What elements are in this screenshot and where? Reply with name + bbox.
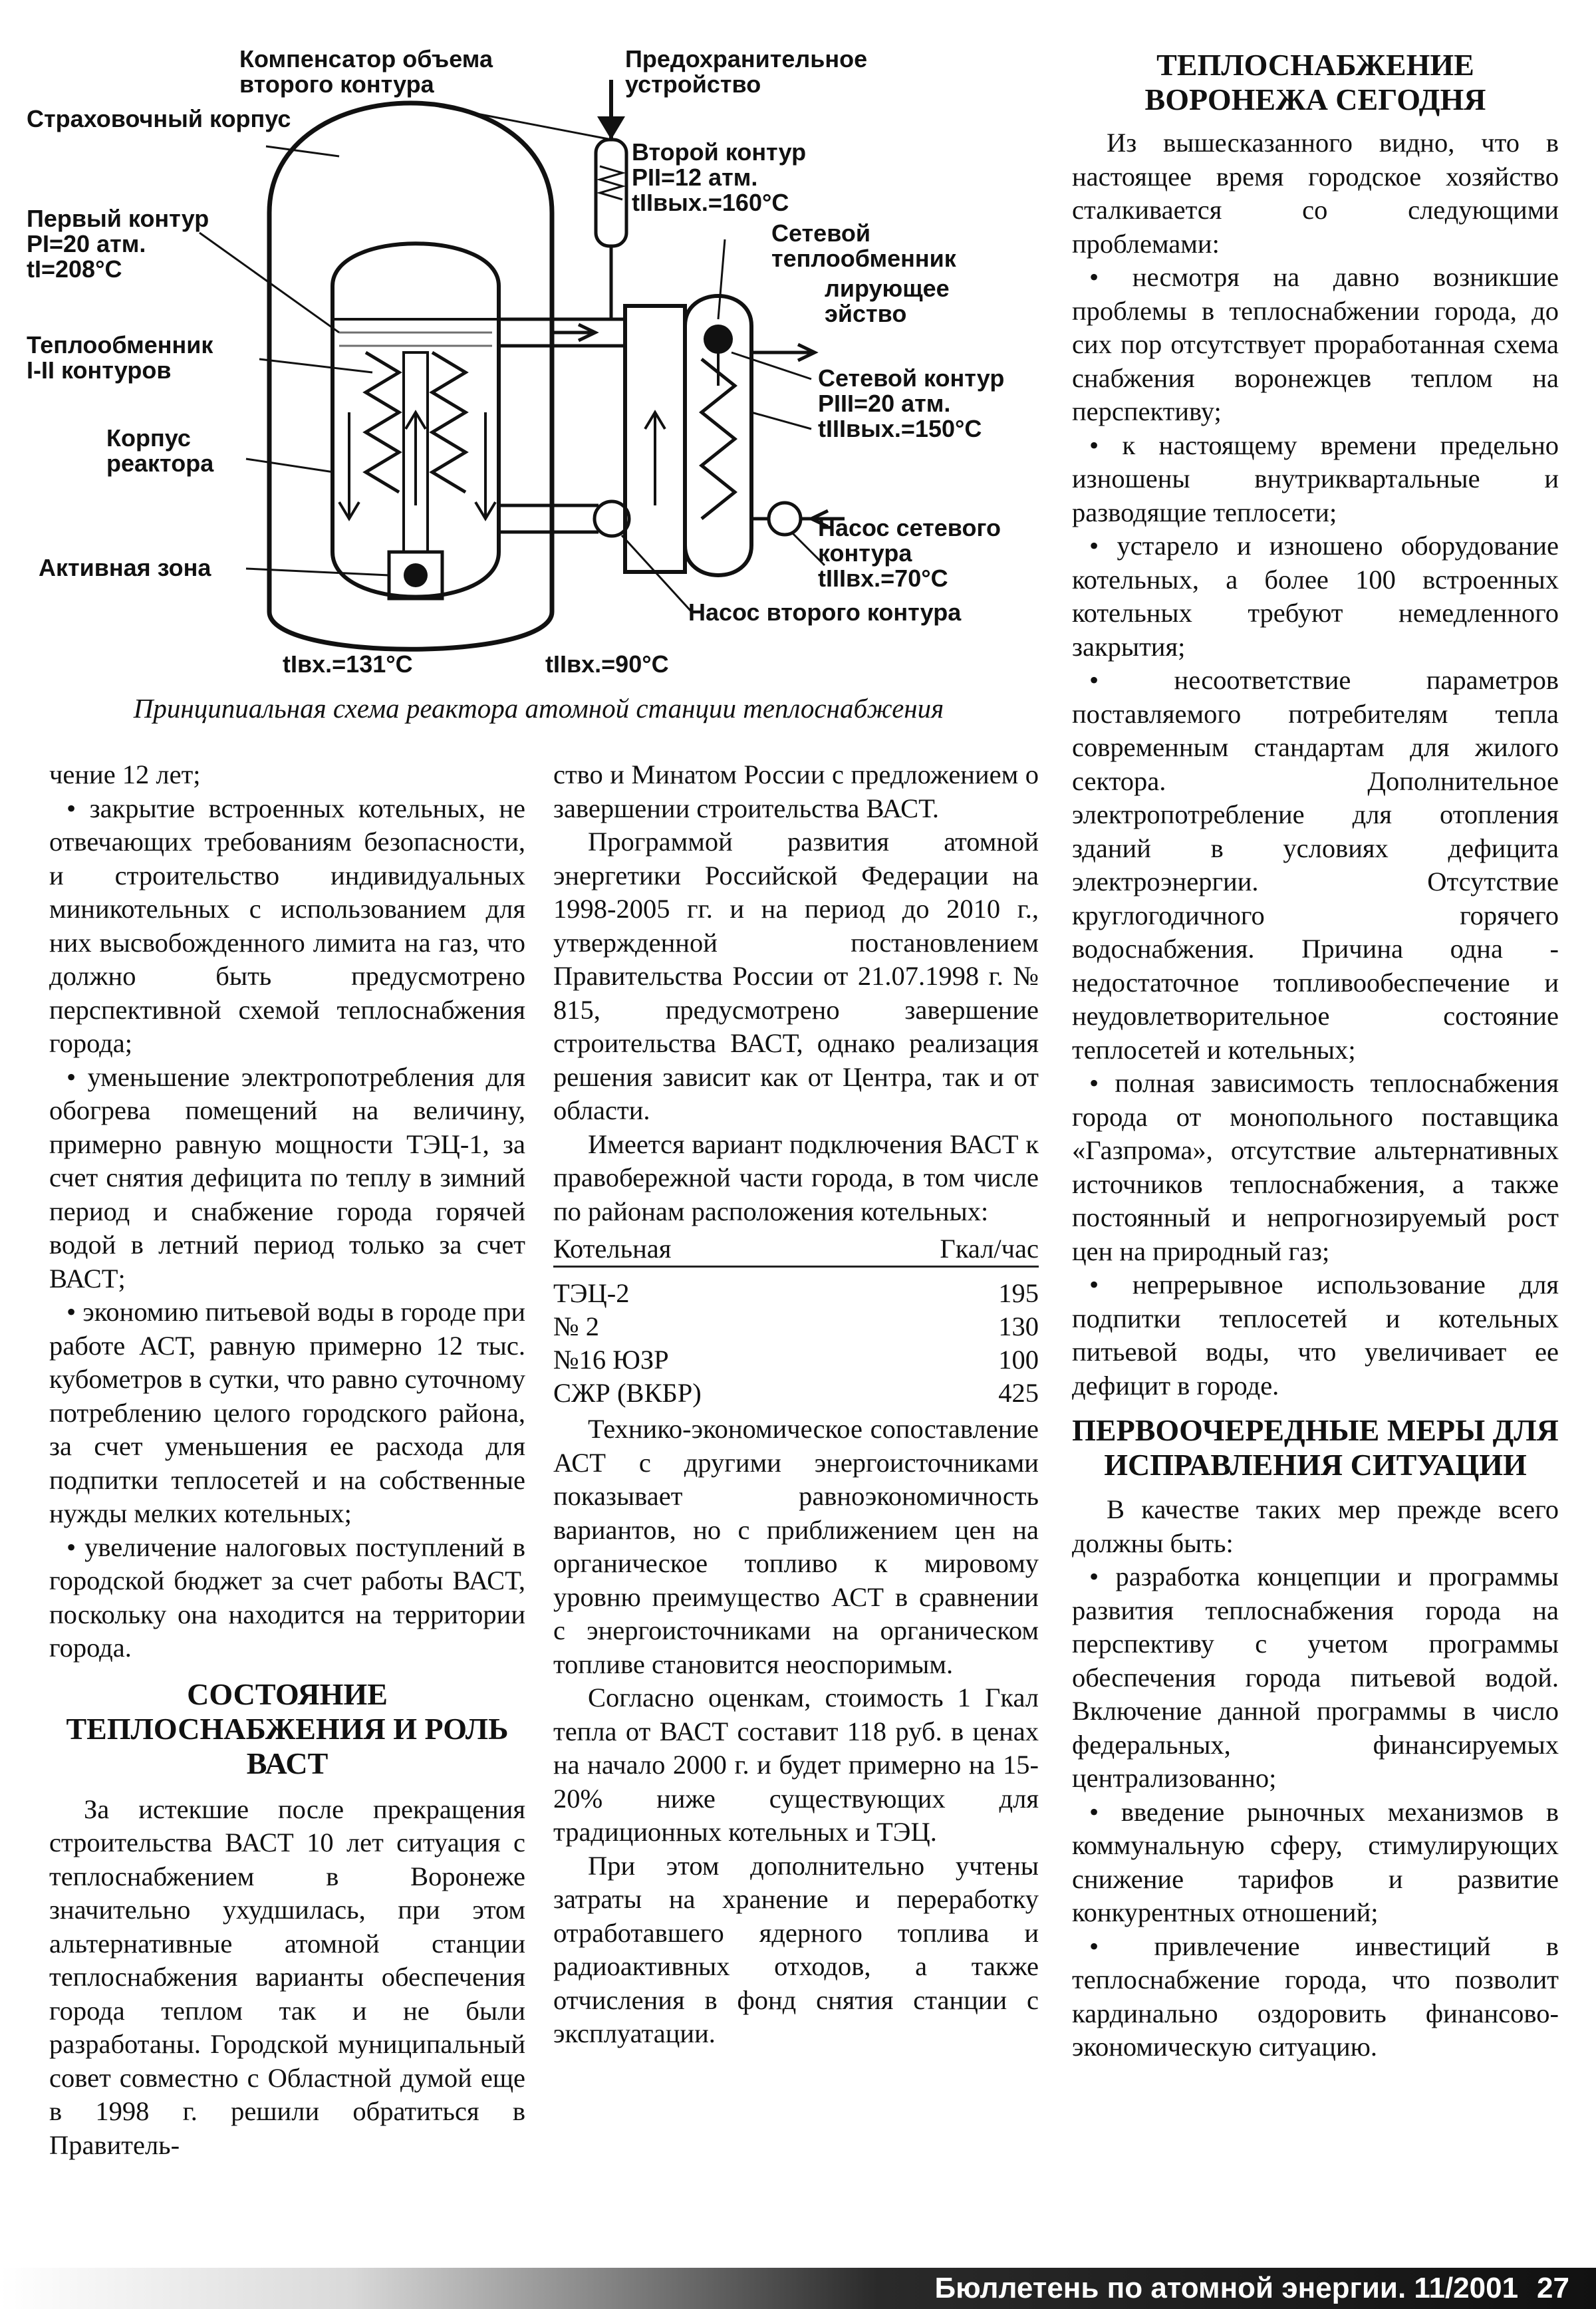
table-cell: ТЭЦ-2: [553, 1278, 630, 1308]
label-network-circuit: Сетевой контур PIII=20 атм. tIIIвых.=150°С: [818, 364, 1005, 442]
label-safety-device: Предохранительное устройство: [625, 45, 868, 98]
paragraph: Программой развития атомной энергетики Российской Федерации на 1998-2005 гг. и на период до 2010 г., утвержденной постановлением Правительства России от 21.07.1998 г. № 815, предусмотрено завершение строительства ВАСТ, однако реализация решения зависит как от Центра, так и от области.: [553, 827, 1039, 1125]
table-cell: 130: [998, 1311, 1039, 1341]
boilers-table: [553, 1232, 1039, 1410]
bullet-item: • разработка концепции и программы развития теплоснабжения города на перспективу с учетом программы обеспечения города питьевой водой. Включение данной программы в число федеральных, финансируемых централизованно;: [1072, 1562, 1559, 1793]
table-row: [553, 1343, 1039, 1377]
label-guard-vessel: Страховочный корпус: [27, 105, 291, 132]
table-row: [553, 1267, 1039, 1311]
table-cell: 195: [998, 1278, 1039, 1308]
label-first-circuit: Первый контур PI=20 атм. tI=208°С: [27, 205, 209, 283]
table-cell: № 2: [553, 1311, 600, 1341]
label-second-circuit: Второй контур PII=12 атм. tIIвых.=160°С: [632, 138, 807, 216]
right-column: [1072, 48, 1559, 2064]
hx-right-coil: [432, 352, 466, 492]
reactor-diagram: [27, 40, 1051, 692]
table-header: Котельная: [553, 1234, 672, 1264]
paragraph: чение 12 лет;: [49, 759, 201, 789]
label-t-in-2: tIIвх.=90°С: [545, 650, 669, 678]
table-header-row: [553, 1232, 1039, 1267]
bullet-item: • полная зависимость теплоснабжения города от монопольного поставщика «Газпрома», отсутствие альтернативных источников теплоснабжения, а также постоянный и непрогнозируемый рост цен на природный газ;: [1072, 1068, 1559, 1266]
table-row: [553, 1377, 1039, 1410]
paragraph: Согласно оценкам, стоимость 1 Гкал тепла от ВАСТ составит 118 руб. в ценах на начало 2000 г. и будет примерно на 15-20% ниже существующих для традиционных котельных и ТЭЦ.: [553, 1683, 1039, 1847]
paragraph: Технико-экономическое сопоставление АСТ с другими энергоисточниками показывает равноэкономичность вариантов, но с приближением цен на органическое топливо к мировому уровню преимущество АСТ в сравнении с энергоисточниками на органическом топливе становится неоспоримым.: [553, 1414, 1039, 1679]
section-heading: СОСТОЯНИЕ ТЕПЛОСНАБЖЕНИЯ И РОЛЬ ВАСТ: [66, 1677, 509, 1780]
page-number: 27: [1537, 2272, 1569, 2304]
bullet-item: • уменьшение электропотребления для обогрева помещений на величину, примерно равную мощности ТЭЦ-1, за счет снятия дефицита по теплу в зимний период и снабжение города горячей водой в летний период только за счет ВАСТ;: [49, 1061, 525, 1293]
paragraph: Имеется вариант подключения ВАСТ к правобережной части города, в том числе по районам расположения котельных:: [553, 1129, 1039, 1226]
table-cell: №16 ЮЗР: [553, 1345, 669, 1375]
label-active-zone: Активная зона: [39, 554, 211, 581]
table-row: [553, 1310, 1039, 1343]
bullet-item: • к настоящему времени предельно изношены внутриквартальные и разводящие теплосети;: [1072, 430, 1559, 527]
footer-text: [934, 2272, 1569, 2305]
table-cell: СЖР (ВКБР): [553, 1378, 702, 1408]
bullet-item: • закрытие встроенных котельных, не отвечающих требованиям безопасности, и строительство индивидуальных миникотельных с использованием для них высвобожденного лимита на газ, что должно быть предусмотрено перспективной схемой теплоснабжения города;: [49, 793, 525, 1058]
bullet-item: • несмотря на давно возникшие проблемы в теплоснабжении города, до сих пор отсутствует проработанная схема снабжения воронежцев теплом на перспективу;: [1072, 262, 1559, 426]
bullet-item: • несоответствие параметров поставляемого потребителям тепла современным стандартам для жилого сектора. Дополнительное электропотребление для отопления зданий в условиях дефицита электроэнергии. Отсутствие круглогодичного горячего водоснабжения. Причина одна - недостаточное топливообеспечение и неудовлетворительное состояние теплосетей и котельных;: [1072, 665, 1559, 1065]
bullet-item: • увеличение налоговых поступлений в городской бюджет за счет работы ВАСТ, поскольку она находится на территории города.: [49, 1532, 525, 1663]
section-heading: ТЕПЛОСНАБЖЕНИЕ ВОРОНЕЖА СЕГОДНЯ: [1144, 48, 1486, 116]
table-cell: 100: [998, 1345, 1039, 1375]
bullet-item: • непрерывное использование для подпитки теплосетей и котельных питьевой воды, что увеличивает ее дефицит в городе.: [1072, 1270, 1559, 1401]
label-t-in-1: tIвх.=131°С: [283, 650, 413, 678]
page-footer: [0, 2268, 1596, 2309]
paragraph: При этом дополнительно учтены затраты на хранение и переработку отработавшего ядерного топлива и радиоактивных отходов, а также отчисления в фонд снятия станции с эксплуатации.: [553, 1850, 1039, 2048]
bullet-item: • привлечение инвестиций в теплоснабжение города, что позволит кардинально оздоровить финансово-экономическую ситуацию.: [1072, 1931, 1559, 2062]
table-header: Гкал/час: [940, 1234, 1039, 1264]
label-network-hx: Сетевой теплообменник: [771, 219, 956, 272]
paragraph: В качестве таких мер прежде всего должны быть:: [1072, 1494, 1559, 1558]
journal-title: Бюллетень по атомной энергии. 11/2001: [934, 2272, 1519, 2304]
label-hx-1-2: Теплообменник I-II контуров: [27, 331, 213, 384]
table-cell: 425: [998, 1378, 1039, 1408]
bullet-item: • экономию питьевой воды в городе при работе АСТ, равную примерно 12 тыс. кубометров в сутки, что равно суточному потреблению целого городского района, за счет уменьшения ее расхода для подпитки теплосетей и на собственные нужды мелких котельных;: [49, 1297, 525, 1528]
label-reactor-vessel: Корпус реактора: [106, 424, 214, 477]
section-heading: ПЕРВООЧЕРЕДНЫЕ МЕРЫ ДЛЯ ИСПРАВЛЕНИЯ СИТУАЦИИ: [1072, 1413, 1559, 1482]
label-second-pump: Насос второго контура: [688, 599, 962, 626]
left-column: [49, 758, 525, 2162]
diagram-caption: Принципиальная схема реактора атомной станции теплоснабжения: [133, 693, 944, 724]
bullet-item: • введение рыночных механизмов в коммунальную сферу, стимулирующих снижение тарифов и развитие конкурентных отношений;: [1072, 1796, 1559, 1927]
label-compensator: Компенсатор объема второго контура: [239, 45, 493, 98]
middle-column: [553, 758, 1039, 2051]
bullet-item: • устарело и изношено оборудование котельных, а более 100 встроенных котельных требуют немедленного закрытия;: [1072, 531, 1559, 662]
paragraph: Из вышесказанного видно, что в настоящее время городское хозяйство сталкивается со следующими проблемами:: [1072, 128, 1559, 259]
hx-left-coil: [366, 352, 399, 492]
paragraph: ство и Минатом России с предложением о завершении строительства ВАСТ.: [553, 759, 1039, 823]
label-regulating-device: лирующее эйство: [825, 275, 950, 327]
label-network-pump: Насос сетевого контура tIIIвх.=70°С: [818, 514, 1001, 592]
paragraph: За истекшие после прекращения строительства ВАСТ 10 лет ситуация с теплоснабжением в Воронеже значительно ухудшилась, при этом альтернативные атомной станции теплоснабжения варианты обеспечения города теплом так и не были разработаны. Городской муниципальный совет совместно с Областной думой еще в 1998 г. решили обратиться в Правитель-: [49, 1794, 525, 2160]
